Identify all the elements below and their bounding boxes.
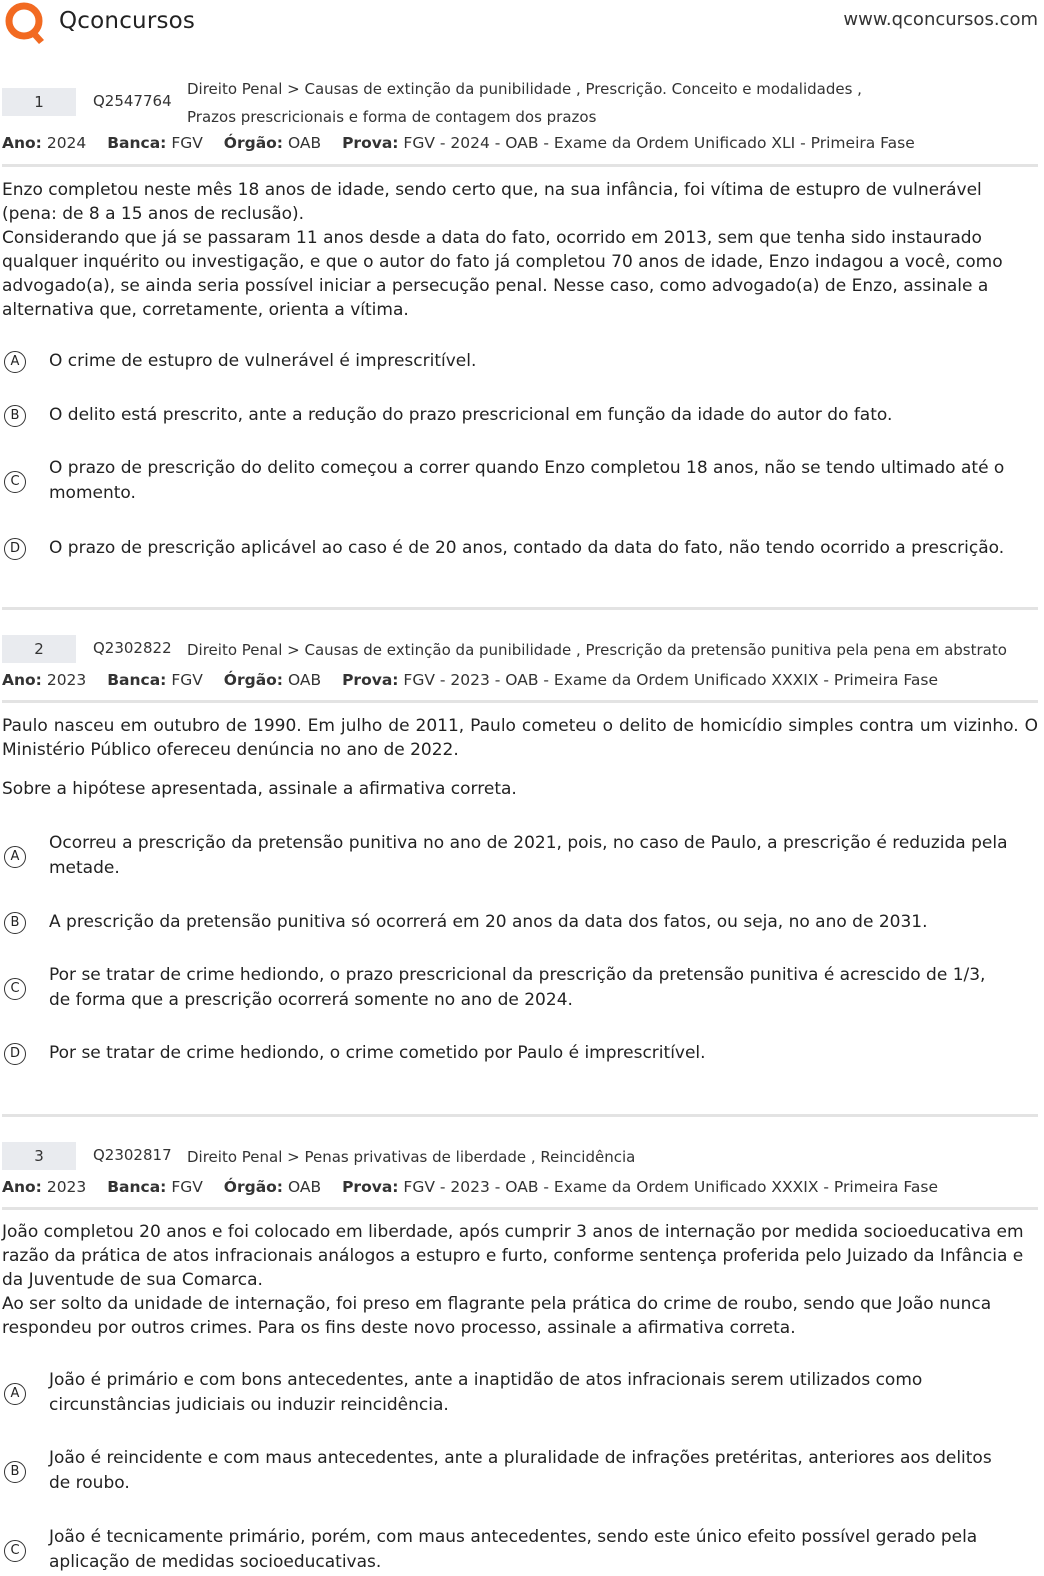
question-subject[interactable] (187, 636, 1037, 664)
question-meta (2, 671, 954, 689)
option-letter-icon[interactable]: C (4, 471, 26, 493)
option-letter-icon[interactable]: D (4, 538, 26, 560)
banca-label: Banca: (107, 134, 167, 152)
option-text: Ocorreu a prescrição da pretensão punitiva no ano de 2021, pois, no caso de Paulo, a prescrição é reduzida pela metade. (49, 833, 1008, 878)
statement-paragraph: Enzo completou neste mês 18 anos de idade, sendo certo que, na sua infância, foi vítima de estupro de vulnerável (pena: de 8 a 15 anos de reclusão). (2, 180, 982, 224)
option-text: Por se tratar de crime hediondo, o prazo prescricional da prescrição da pretensão punitiva é acrescido de 1/3, de forma que a prescrição ocorrerá somente no ano de 2024. (49, 965, 986, 1010)
qconcursos-logo-icon (3, 0, 47, 46)
subject-line: Direito Penal > Causas de extinção da punibilidade , Prescrição da pretensão punitiva pela pena em abstrato (187, 641, 1007, 659)
option-letter-icon[interactable]: A (4, 1383, 26, 1405)
question-number: 1 (2, 88, 76, 116)
brand-name: Qconcursos (59, 8, 196, 34)
ano-value: 2023 (46, 1178, 87, 1196)
option-text: João é reincidente e com maus antecedentes, ante a pluralidade de infrações pretéritas, anteriores aos delitos de roubo. (49, 1448, 992, 1493)
question-id[interactable]: Q2302817 (93, 1146, 172, 1164)
statement-paragraph: João completou 20 anos e foi colocado em liberdade, após cumprir 3 anos de internação por medida socioeducativa em razão da prática de atos infracionais análogos a estupro e furto, conforme sentença proferida pelo Juizado da Infância e da Juventude de sua Comarca. (2, 1222, 1024, 1290)
question-subject[interactable] (187, 75, 1037, 131)
orgao-label: Órgão: (223, 134, 284, 152)
option-letter-icon[interactable]: C (4, 978, 26, 1000)
question-subject[interactable] (187, 1143, 1037, 1171)
statement-paragraph: Ao ser solto da unidade de internação, foi preso em flagrante pela prática do crime de roubo, sendo que João nunca respondeu por outros crimes. Para os fins deste novo processo, assinale a afirmativa correta. (2, 1294, 992, 1338)
orgao-label: Órgão: (223, 671, 284, 689)
option-text: O prazo de prescrição aplicável ao caso é de 20 anos, contado da data do fato, não tendo ocorrido a prescrição. (49, 538, 1005, 558)
question-id[interactable]: Q2547764 (93, 92, 172, 110)
banca-value: FGV (171, 134, 203, 152)
statement-paragraph: Paulo nasceu em outubro de 1990. Em julho de 2011, Paulo cometeu o delito de homicídio simples contra um vizinho. O Ministério Público ofereceu denúncia no ano de 2022. (2, 716, 1038, 760)
option-text: João é tecnicamente primário, porém, com maus antecedentes, sendo este único efeito possível gerado pela aplicação de medidas socioeducativas. (49, 1527, 978, 1572)
orgao-value: OAB (287, 134, 322, 152)
statement-paragraph: Sobre a hipótese apresentada, assinale a afirmativa correta. (2, 779, 517, 799)
ano-label: Ano: (2, 134, 42, 152)
question-id[interactable]: Q2302822 (93, 639, 172, 657)
ano-label: Ano: (2, 671, 42, 689)
divider (2, 164, 1038, 167)
prova-label: Prova: (342, 1178, 399, 1196)
prova-value: FGV - 2024 - OAB - Exame da Ordem Unificado XLI - Primeira Fase (403, 134, 915, 152)
option-letter-icon[interactable]: A (4, 846, 26, 868)
option-letter-icon[interactable]: B (4, 912, 26, 934)
site-url[interactable]: www.qconcursos.com (843, 9, 1038, 30)
prova-value: FGV - 2023 - OAB - Exame da Ordem Unificado XXXIX - Primeira Fase (403, 1178, 938, 1196)
statement-paragraph: Considerando que já se passaram 11 anos desde a data do fato, ocorrido em 2013, sem que tenha sido instaurado qualquer inquérito ou investigação, e que o autor do fato já completou 70 anos de idade, Enzo indagou a você, como advogado(a), se ainda seria possível iniciar a persecução penal. Nesse caso, como advogado(a) de Enzo, assinale a alternativa que, corretamente, orienta a vítima. (2, 228, 1003, 320)
option-letter-icon[interactable]: D (4, 1043, 26, 1065)
question-statement (2, 714, 1038, 801)
question-statement (2, 178, 1038, 322)
option-text: O crime de estupro de vulnerável é imprescritível. (49, 351, 477, 371)
question-meta (2, 1178, 954, 1196)
prova-label: Prova: (342, 671, 399, 689)
option-text: João é primário e com bons antecedentes, ante a inaptidão de atos infracionais serem utilizados como circunstâncias judiciais ou induzir reincidência. (49, 1370, 923, 1415)
prova-label: Prova: (342, 134, 399, 152)
orgao-value: OAB (287, 671, 322, 689)
option-letter-icon[interactable]: A (4, 351, 26, 373)
option-letter-icon[interactable]: C (4, 1540, 26, 1562)
option-text: A prescrição da pretensão punitiva só ocorrerá em 20 anos da data dos fatos, ou seja, no ano de 2031. (49, 912, 928, 932)
question-number: 3 (2, 1142, 76, 1170)
banca-label: Banca: (107, 671, 167, 689)
banca-label: Banca: (107, 1178, 167, 1196)
prova-value: FGV - 2023 - OAB - Exame da Ordem Unificado XXXIX - Primeira Fase (403, 671, 938, 689)
option-text: O delito está prescrito, ante a redução do prazo prescricional em função da idade do autor do fato. (49, 405, 893, 425)
option-text: O prazo de prescrição do delito começou a correr quando Enzo completou 18 anos, não se tendo ultimado até o momento. (49, 458, 1005, 503)
ano-value: 2024 (46, 134, 87, 152)
ano-label: Ano: (2, 1178, 42, 1196)
orgao-value: OAB (287, 1178, 322, 1196)
option-text: Por se tratar de crime hediondo, o crime cometido por Paulo é imprescritível. (49, 1043, 706, 1063)
question-statement (2, 1220, 1038, 1340)
header (0, 0, 1044, 50)
divider (2, 700, 1038, 703)
divider (2, 1207, 1038, 1210)
orgao-label: Órgão: (223, 1178, 284, 1196)
subject-line: Direito Penal > Penas privativas de liberdade , Reincidência (187, 1148, 636, 1166)
banca-value: FGV (171, 671, 203, 689)
subject-line: Prazos prescricionais e forma de contagem dos prazos (187, 108, 597, 126)
question-separator (2, 1114, 1038, 1117)
option-letter-icon[interactable]: B (4, 405, 26, 427)
subject-line: Direito Penal > Causas de extinção da punibilidade , Prescrição. Conceito e modalidades , (187, 80, 862, 98)
question-meta (2, 134, 931, 152)
banca-value: FGV (171, 1178, 203, 1196)
question-number: 2 (2, 635, 76, 663)
ano-value: 2023 (46, 671, 87, 689)
option-letter-icon[interactable]: B (4, 1461, 26, 1483)
question-separator (2, 607, 1038, 610)
